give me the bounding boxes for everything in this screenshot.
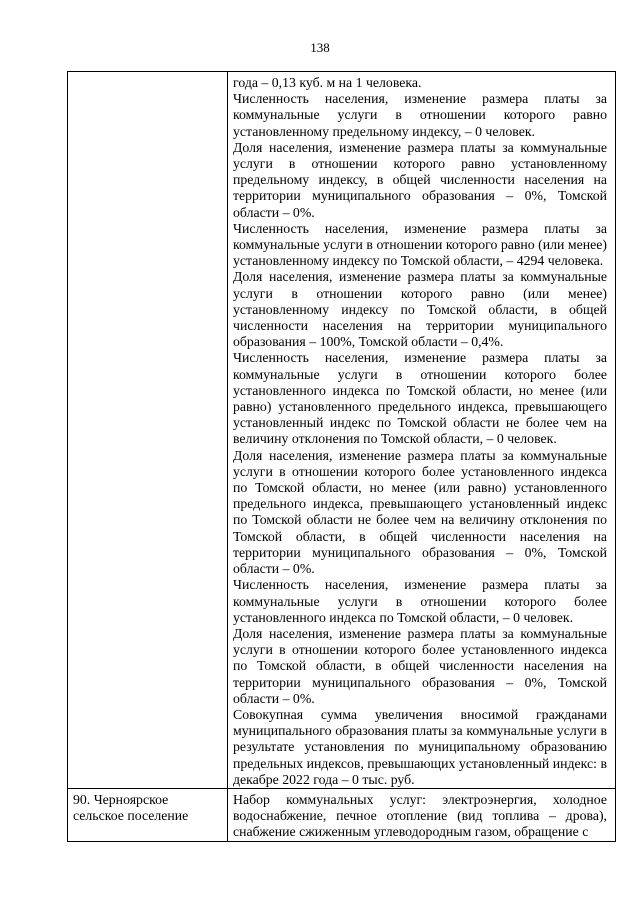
paragraph: года – 0,13 куб. м на 1 человека. bbox=[233, 75, 422, 90]
row-name-cell bbox=[68, 788, 228, 841]
row-name-cell bbox=[68, 72, 228, 789]
paragraph: Доля населения, изменение размера платы за коммунальные услуги в отношении которого более установленного индекса по Томской области, в общей численности населения на территории муниципального образования – 0%, Томской области – 0%. bbox=[233, 625, 607, 706]
document-table bbox=[67, 71, 616, 842]
table-row bbox=[68, 72, 616, 789]
paragraph: Доля населения, изменение размера платы за коммунальные услуги в отношении которого равно (или менее) установленному индексу по Томской области, в общей численности населения на территории муниципального образования – 100%, Томской области – 0,4%. bbox=[233, 269, 607, 350]
paragraph: Набор коммунальных услуг: электроэнергия, холодное водоснабжение, печное отопление (вид топлива – дрова), снабжение сжиженным углеводородным газом, обращение с bbox=[233, 791, 607, 840]
row-content-cell bbox=[228, 72, 616, 789]
paragraph: Доля населения, изменение размера платы за коммунальные услуги в отношении которого равно установленному предельному индексу, в общей численности населения на территории муниципального образования – 0%, Томской области – 0%. bbox=[233, 139, 607, 220]
row-content-cell bbox=[228, 788, 616, 841]
page-number: 138 bbox=[310, 40, 330, 55]
paragraph: Численность населения, изменение размера платы за коммунальные услуги в отношении которого равно (или менее) установленному индексу по Томской области, – 4294 человека. bbox=[233, 220, 607, 269]
paragraph: Совокупная сумма увеличения вносимой гражданами муниципального образования платы за коммунальные услуги в результате установления по муниципальному образованию предельных индексов, превышающих установленный индекс: в декабре 2022 года – 0 тыс. руб. bbox=[233, 706, 607, 787]
table-row bbox=[68, 788, 616, 841]
paragraph: Численность населения, изменение размера платы за коммунальные услуги в отношении которого более установленного индекса по Томской области, – 0 человек. bbox=[233, 577, 607, 625]
paragraph: Численность населения, изменение размера платы за коммунальные услуги в отношении которого равно установленному предельному индексу, – 0 человек. bbox=[233, 91, 607, 139]
row-name: 90. Черноярское сельское поселение bbox=[73, 791, 189, 824]
paragraph: Численность населения, изменение размера платы за коммунальные услуги в отношении которого более установленного индекса по Томской области, но менее (или равно) установленного предельного индекса, превышающего установленный индекс по Томской области не более чем на величину отклонения по Томской области, – 0 человек. bbox=[233, 350, 607, 447]
paragraph: Доля населения, изменение размера платы за коммунальные услуги в отношении которого более установленного индекса по Томской области, но менее (или равно) установленного предельного индекса, превышающего установленный индекс по Томской области не более чем на величину отклонения по Томской области, в общей численности населения на территории муниципального образования – 0%, Томской области – 0%. bbox=[233, 447, 607, 577]
